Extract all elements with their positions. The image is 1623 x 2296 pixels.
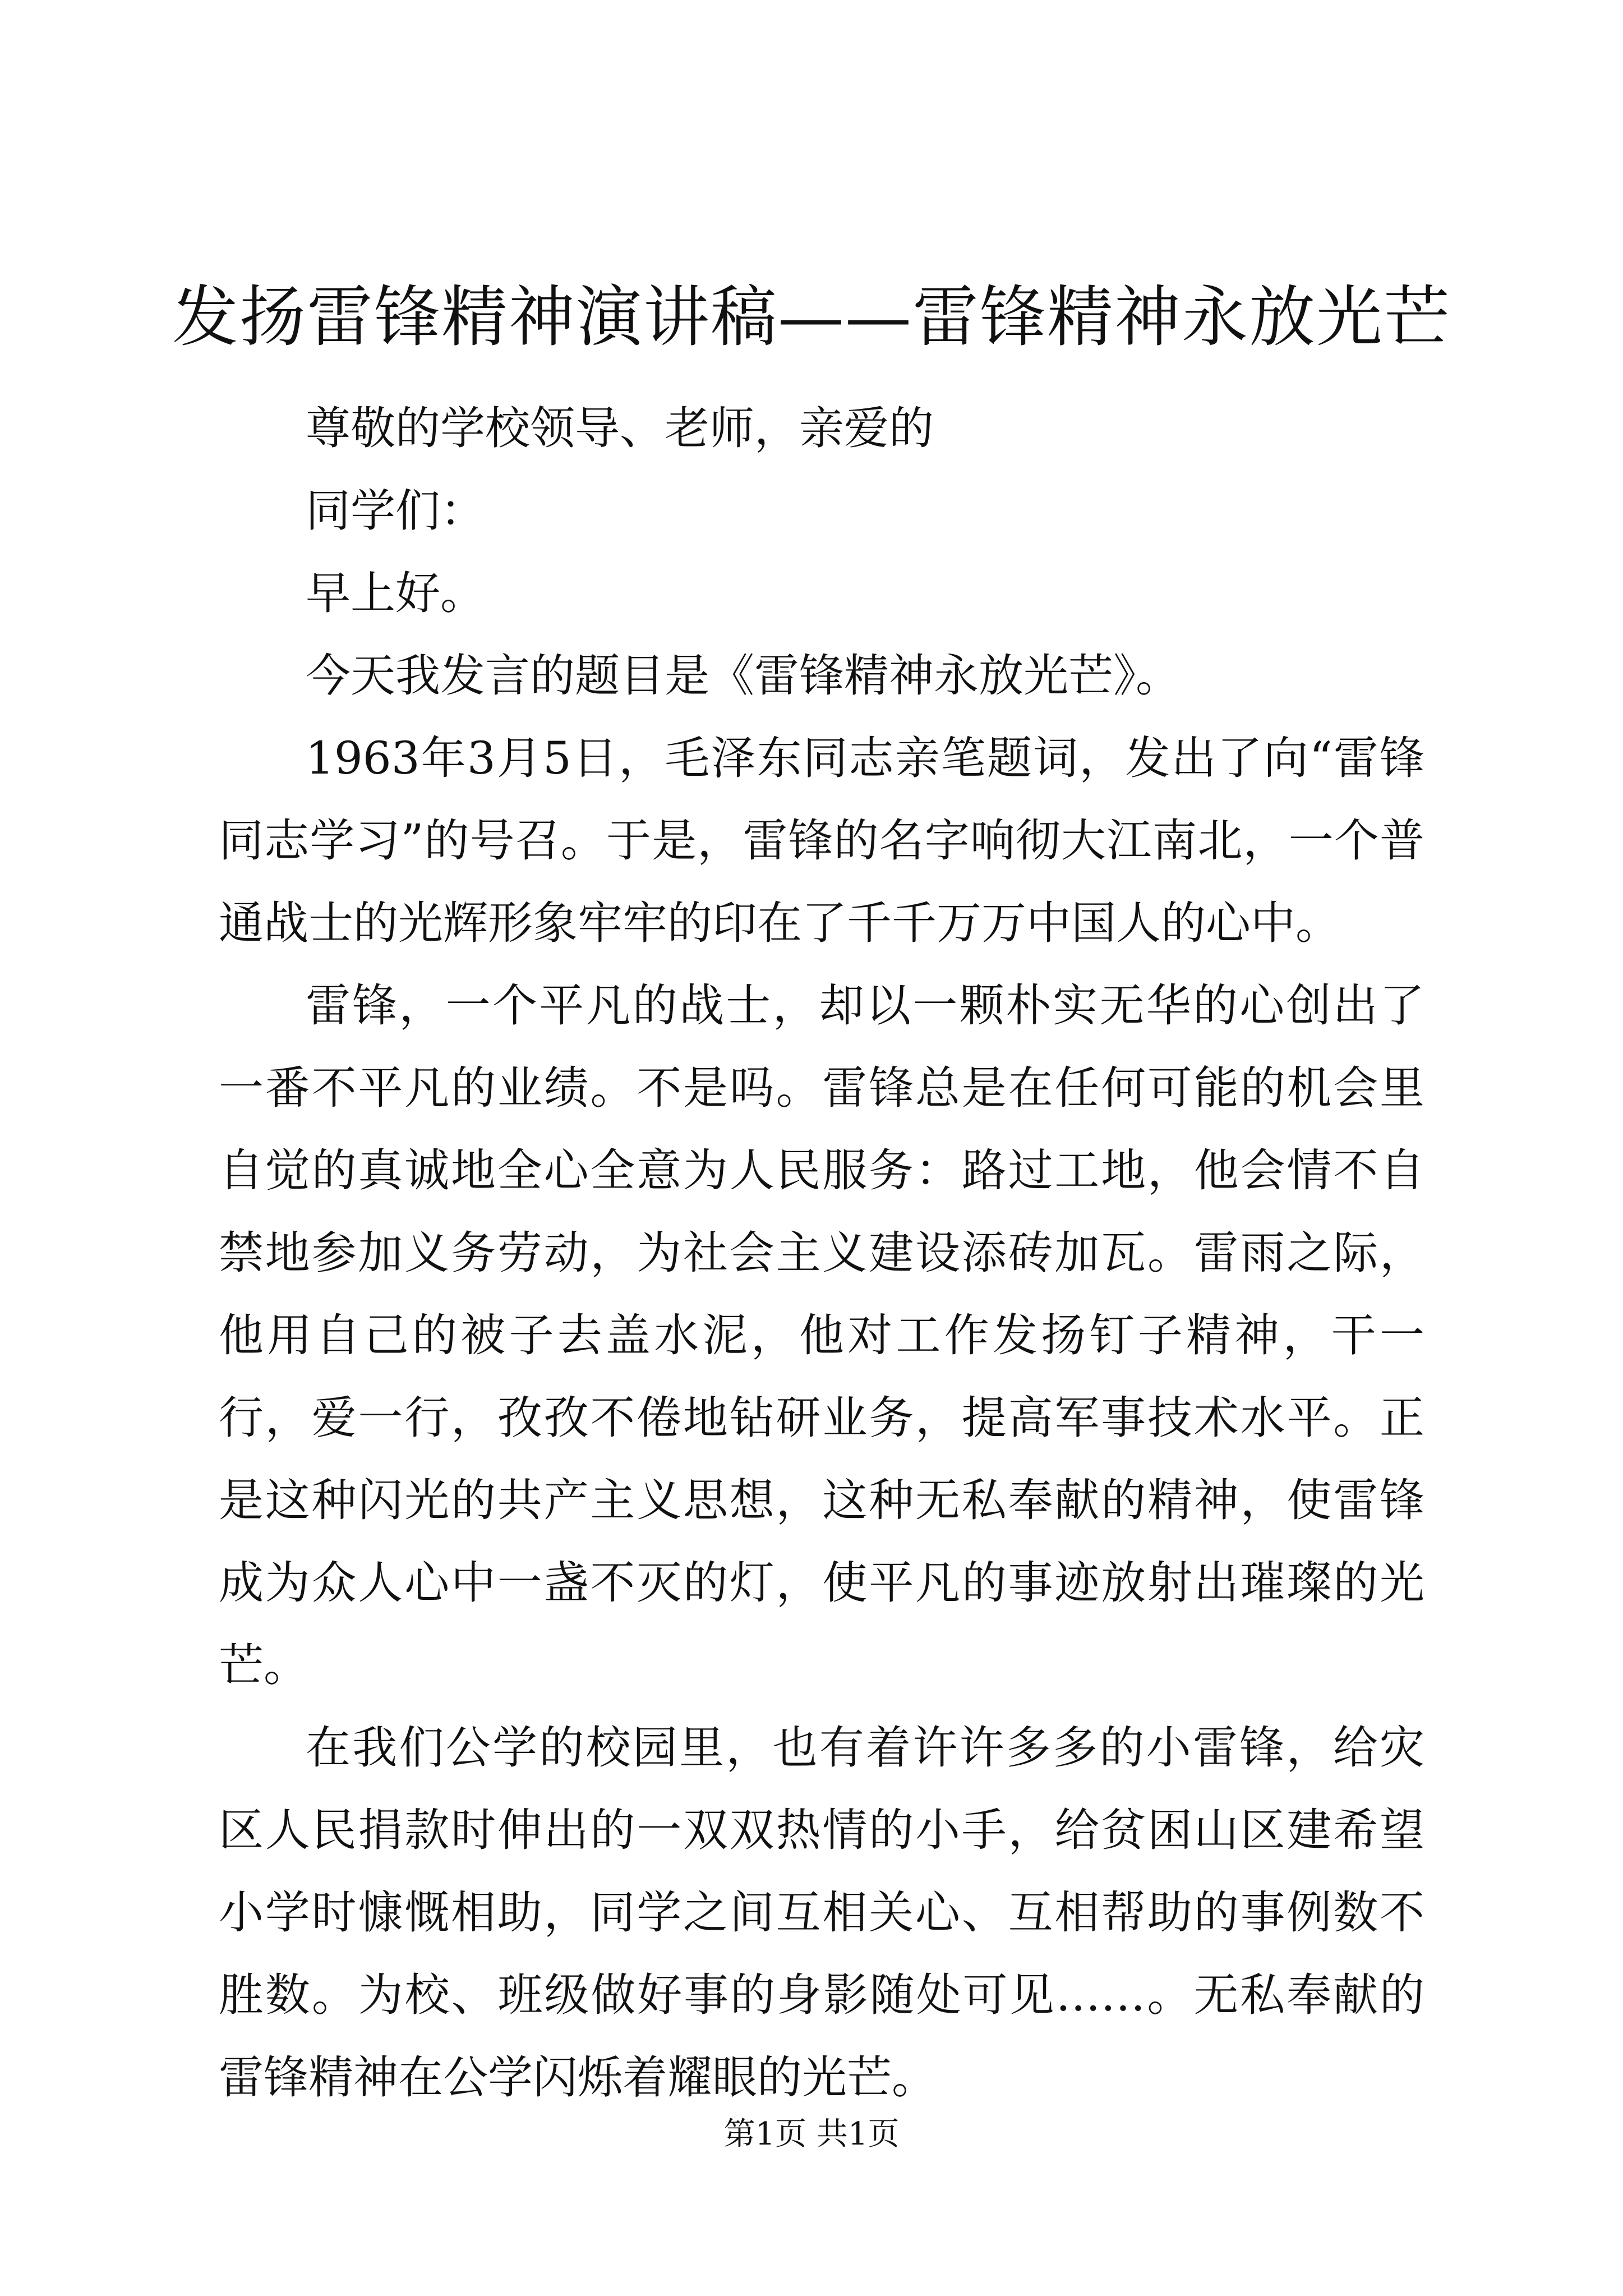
- paragraph-history: 1963年3月5日，毛泽东同志亲笔题词，发出了向“雷锋同志学习”的号召。于是，雷锋的名字响彻大江南北，一个普通战士的光辉形象牢牢的印在了千千万万中国人的心中。: [219, 732, 1424, 949]
- paragraph-topic: 今天我发言的题目是《雷锋精神永放光芒》。: [306, 650, 1181, 702]
- paragraph-greeting: 早上好。: [306, 567, 485, 619]
- document-title: 发扬雷锋精神演讲稿——雷锋精神永放光芒: [172, 278, 1451, 356]
- paragraph-salutation-continued: 同学们：: [306, 485, 485, 537]
- paragraph-salutation: 尊敬的学校领导、老师，亲爱的: [306, 402, 934, 454]
- page-number: 第1页 共1页: [723, 2116, 900, 2152]
- paragraph-lei-feng-deeds: 雷锋，一个平凡的战士，却以一颗朴实无华的心创出了一番不平凡的业绩。不是吗。雷锋总是在任何可能的机会里自觉的真诚地全心全意为人民服务：路过工地，他会情不自禁地参加义务劳动，为社会主义建设添砖加瓦。雷雨之际，他用自己的被子去盖水泥，他对工作发扬钉子精神，干一行，爱一行，孜孜不倦地钻研业务，提高军事技术水平。正是这种闪光的共产主义思想，这种无私奉献的精神，使雷锋成为众人心中一盏不灭的灯，使平凡的事迹放射出璀璨的光芒。: [219, 979, 1424, 1691]
- paragraph-campus: 在我们公学的校园里，也有着许许多多的小雷锋，给灾区人民捐款时伸出的一双双热情的小手，给贫困山区建希望小学时慷慨相助，同学之间互相关心、互相帮助的事例数不胜数。为校、班级做好事的身影随处可见……。无私奉献的雷锋精神在公学闪烁着耀眼的光芒。: [219, 1722, 1424, 2104]
- document-body: [219, 387, 1424, 2119]
